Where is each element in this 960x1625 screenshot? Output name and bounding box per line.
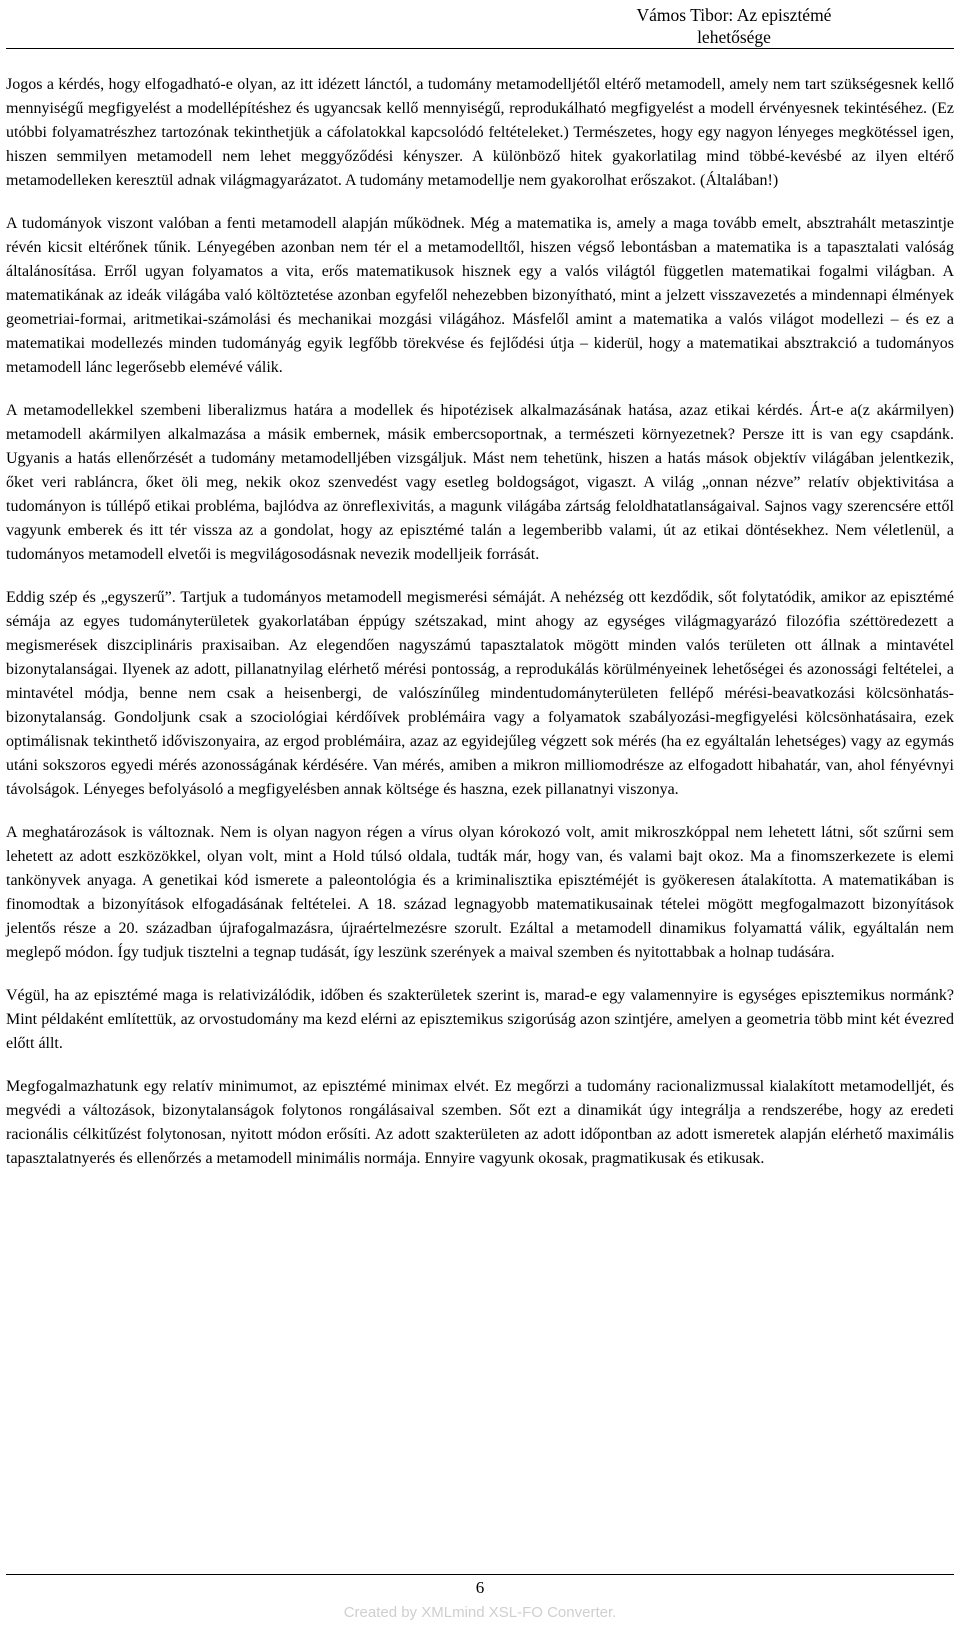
header-divider [6,48,954,49]
paragraph-2: A tudományok viszont valóban a fenti metamodell alapján működnek. Még a matematika is, amely a maga tovább emelt, absztrahált metaszintje révén kicsit eltérőnek tűnik. Lényegében azonban nem tér el a metamodelltől, hiszen végső lebontásban a matematika is a tapasztalati valóság általánosítása. Erről ugyan folyamatos a vita, erős matematikusok hisznek egy a valós világtól független matematikai fogalmi világban. A matematikának az ideák világába való költöztetése azonban egyfelől nehezebben bizonyítható, mint a jelzett visszavezetés a mindennapi élmények geometriai-formai, aritmetikai-számolási és mechanikai mozgási világához. Másfelől amint a matematika a valós világot modellezi – és ez a matematikai modellezés minden tudományág egyik legfőbb törekvése és fejlődési útja – kiderül, hogy a matematikai absztrakció a tudományos metamodell lánc legerősebb elemévé válik. [6,215,954,376]
running-header [524,4,944,48]
paragraph-6: Végül, ha az episztémé maga is relativizálódik, időben és szakterületek szerint is, marad-e egy valamennyire is egységes episztemikus normánk? Mint példaként említettük, az orvostudomány ma kezd elérni az episztemikus szigorúság azon szintjére, amelyen a geometria több mint két évezred előtt állt. [6,987,954,1052]
paragraph-5: A meghatározások is változnak. Nem is olyan nagyon régen a vírus olyan kórokozó volt, amit mikroszkóppal nem lehetett látni, sőt szűrni sem lehetett az adott eszközökkel, olyan volt, mint a Hold túlsó oldala, tudták már, hogy van, és valami bajt okoz. Ma a finomszerkezete is elemi tankönyvek anyaga. A genetikai kód ismerete a paleontológia és a kriminalisztika episztéméjét is gyökeresen átalakította. A matematikában is finomodtak a bizonyítások elfogadásának feltételei. A 18. század legnagyobb matematikusainak tételei mögött megfogalmazott bizonyítások jelentős része a 20. században újrafogalmazásra, újraértelmezésre szorult. Ezáltal a metamodell dinamikus folyamattá válik, egyáltalán nem meglepő módon. Így tudjuk tisztelni a tegnap tudását, így leszünk szerények a maival szemben és nyitottabbak a holnap tudására. [6,824,954,961]
paragraph-3: A metamodellekkel szembeni liberalizmus határa a modellek és hipotézisek alkalmazásának hatása, azaz etikai kérdés. Árt-e a(z akármilyen) metamodell akármilyen alkalmazása a másik embernek, másik embercsoportnak, a természeti környezetnek? Persze itt is van egy csapdánk. Ugyanis a hatás ellenőrzését a tudomány metamodelljében vizsgáljuk. Mást nem tehetünk, hiszen a hatás mások objektív világában jelentkezik, őket veri rabláncra, őket öli meg, nekik okoz szenvedést vagy esetleg boldogságot, vigaszt. A világ „onnan nézve” relatív objektivitása a tudományon is túllépő etikai probléma, bajlódva az önreflexivitás, a magunk világába zártság feloldhatatlanságaival. Sajnos vagy szerencsére ettől vagyunk emberek és itt tér vissza az a gondolat, hogy az episztémé talán a legemberibb valami, út az etikai döntésekhez. Nem véletlenül, a tudományos metamodell elvetői is megvilágosodásnak nevezik modelljeik forrását. [6,402,954,563]
header-title-line2: lehetősége [697,27,771,47]
header-title-line1: Vámos Tibor: Az episztémé [636,5,832,25]
page-number: 6 [475,1578,485,1597]
converter-watermark: Created by XMLmind XSL-FO Converter. [343,1604,617,1621]
paragraph-7: Megfogalmazhatunk egy relatív minimumot, az episztémé minimax elvét. Ez megőrzi a tudomány racionalizmussal kialakított metamodelljét, és megvédi a változások, bizonytalanságok folytonos rongálásaival szemben. Sőt ezt a dinamikát úgy integrálja a rendszerébe, hogy az eredeti racionális célkitűzést folytonosan, nyitott módon erősíti. Az adott szakterületen az adott időpontban az adott ismeretek alapján elérhető maximális tapasztalatnyerés és ellenőrzés a metamodell minimális normája. Ennyire vagyunk okosak, pragmatikusak és etikusak. [6,1078,954,1167]
footer-divider [6,1574,954,1575]
paragraph-1: Jogos a kérdés, hogy elfogadható-e olyan, az itt idézett lánctól, a tudomány metamodelljétől eltérő metamodell, amely nem tart szükségesnek kellő mennyiségű megfigyelést a modellépítéshez és ugyancsak kellő mennyiségű, reprodukálható megfigyelést a modell érvényesnek tekintéséhez. (Ez utóbbi folyamatrészhez tartozónak tekinthetjük a cáfolatokkal kapcsolódó feltételeket.) Természetes, hogy egy nagyon lényeges megkötéssel igen, hiszen semmilyen metamodell nem lehet meggyőződési kényszer. A különböző hitek gyakorlatilag mind többé-kevésbé az ilyen eltérő metamodelleken keresztül adnak világmagyarázatot. A tudomány metamodellje nem gyakorolhat erőszakot. (Általában!) [6,76,954,189]
paragraph-4: Eddig szép és „egyszerű”. Tartjuk a tudományos metamodell megismerési sémáját. A nehézség ott kezdődik, sőt folytatódik, amikor az episztémé sémája az egyes tudományterületek gyakorlatában éppúgy szétszakad, mint ahogy az egységes világmagyarázó filozófia széttöredezett a megismerések diszciplináris praxisaiban. Az elegendően nagyszámú tapasztalatok mögött minden valós területen ott állnak a mintavétel bizonytalanságai. Ilyenek az adott, pillanatnyilag elérhető mérési pontosság, a reprodukálás körülményeinek lehetőségei és azonossági feltételei, a mintavétel módja, benne nem csak a heisenbergi, de valószínűleg mindentudományterületen fellépő mérési-beavatkozási kölcsönhatás-bizonytalanság. Gondoljunk csak a szociológiai kérdőívek problémáira vagy a folyamatok szabályozási-megfigyelési kölcsönhatásaira, ezek optimálisnak tekinthető időviszonyaira, az ergod problémáira, azaz az egyidejűleg végzett sok mérés (ha ez egyáltalán lehetséges) vagy az egymás utáni sokszoros egyedi mérés azonosságának kérdésére. Van mérés, amiben a mikron milliomodrésze az elfogadott hibahatár, van, ahol fényévnyi távolságok. Lényeges befolyásoló a megfigyelésben annak költsége és haszna, ezek pillanatnyi viszonya. [6,589,954,798]
document-body [6,73,954,1190]
